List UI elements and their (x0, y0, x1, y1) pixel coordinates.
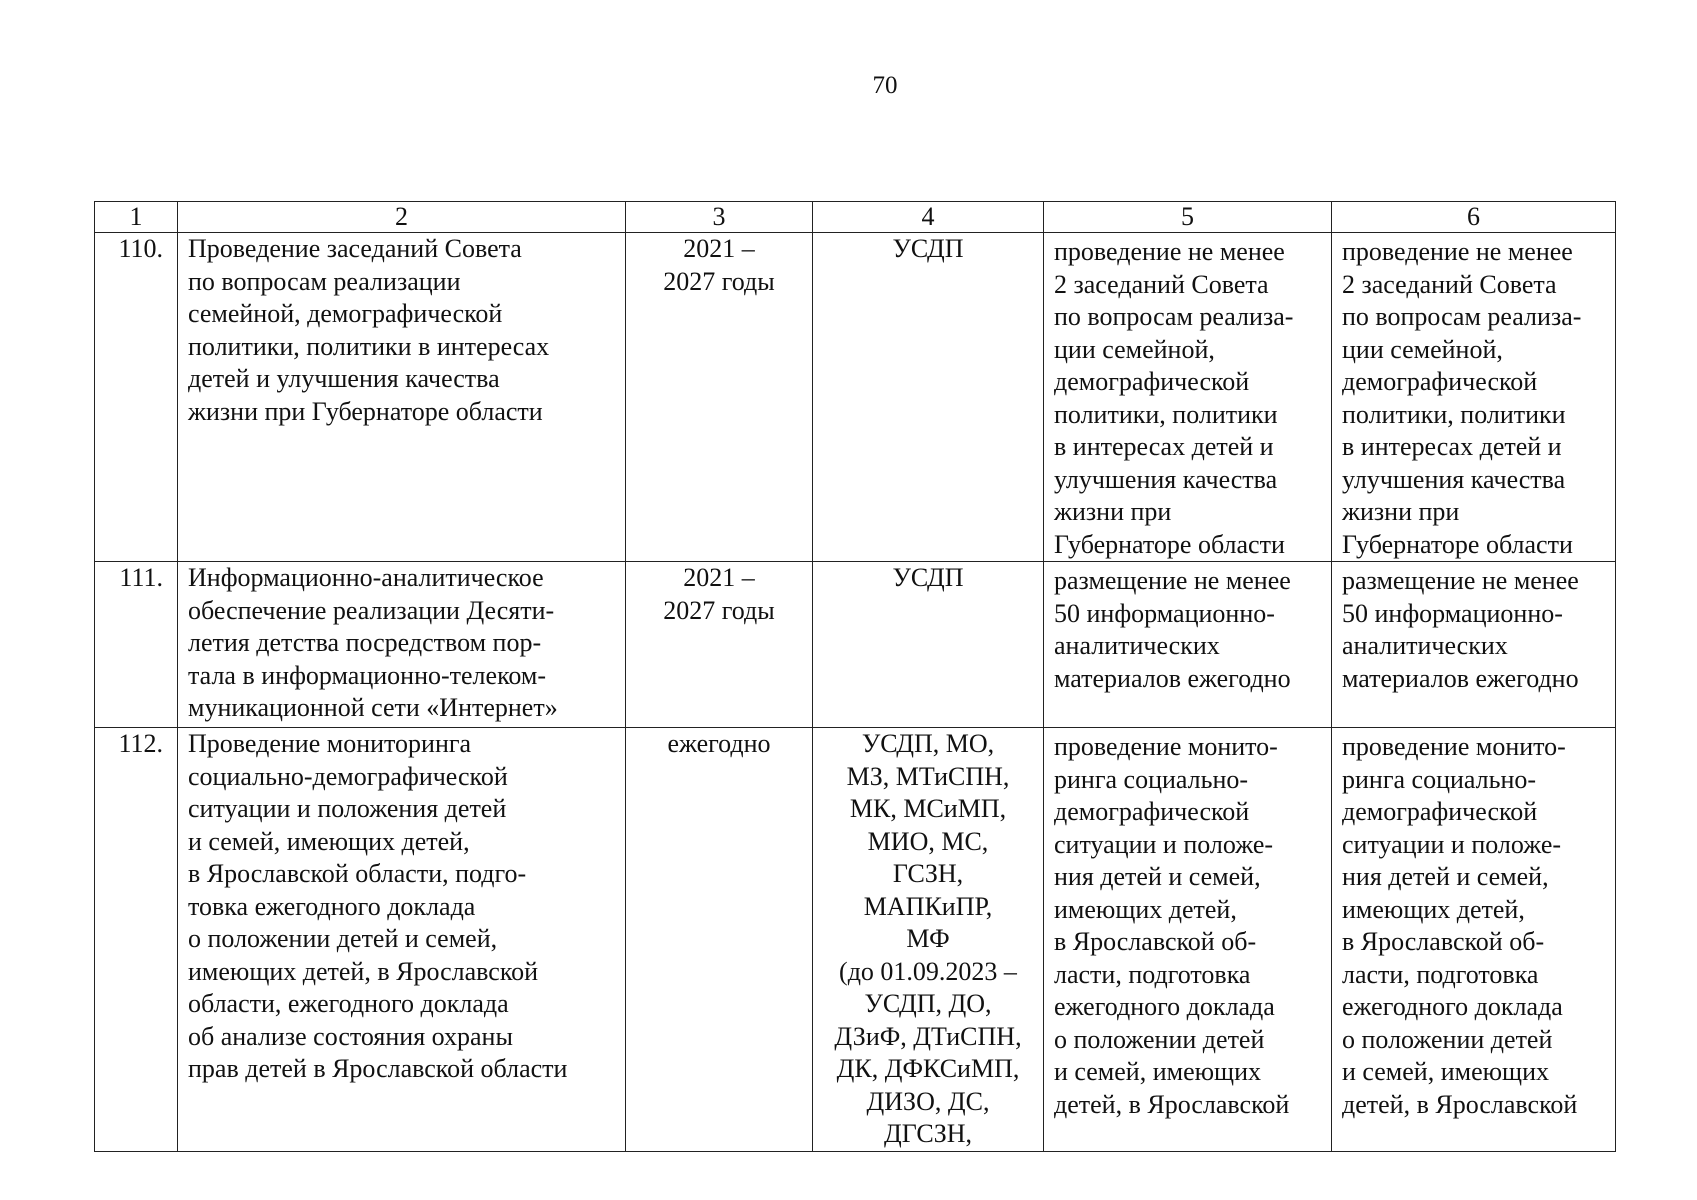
result-line: политики, политики (1342, 399, 1566, 429)
header-cell: 2 (178, 202, 626, 233)
result-line: жизни при (1342, 497, 1460, 526)
result-line: проведение не менее (1342, 237, 1573, 266)
executor-line: ДИЗО, ДС, (866, 1086, 990, 1116)
header-cell: 1 (95, 202, 178, 233)
executor-line: МАПКиПР, (863, 891, 993, 921)
event-line: летия детства посредством пор- (188, 628, 542, 657)
event-cell (178, 728, 626, 1152)
result-cell-5 (1044, 562, 1332, 728)
executor-line: МЗ, МТиСПН, (846, 761, 1010, 791)
result-line: Губернаторе области (1054, 529, 1285, 559)
row-number: 111. (95, 562, 178, 728)
header-cell: 5 (1044, 202, 1332, 233)
result-line: по вопросам реализа- (1342, 302, 1582, 331)
header-cell: 4 (813, 202, 1044, 233)
result-line: 2 заседаний Совета (1342, 269, 1557, 299)
row-number: 110. (95, 233, 178, 562)
table-row (95, 233, 1616, 562)
event-cell (178, 562, 626, 728)
event-line: Информационно-аналитическое (188, 563, 544, 592)
result-line: ринга социально- (1054, 764, 1249, 794)
result-line: 2 заседаний Совета (1054, 269, 1269, 299)
table-row (95, 728, 1616, 1152)
result-line: ситуации и положе- (1342, 829, 1562, 859)
executor-line: ДГСЗН, (883, 1119, 973, 1148)
event-line: товка ежегодного доклада (188, 891, 476, 921)
event-line: тала в информационно-телеком- (188, 660, 546, 690)
result-line: в Ярославской об- (1342, 927, 1545, 956)
result-line: и семей, имеющих (1342, 1057, 1549, 1086)
result-line: проведение монито- (1054, 732, 1278, 761)
event-line: об анализе состояния охраны (188, 1021, 513, 1051)
result-line: ции семейной, (1054, 334, 1215, 364)
event-line: Проведение заседаний Совета (188, 234, 522, 263)
event-line: в Ярославской области, подго- (188, 859, 527, 888)
result-line: жизни при (1054, 497, 1172, 526)
result-line: Губернаторе области (1342, 529, 1573, 559)
result-line: ситуации и положе- (1054, 829, 1274, 859)
executor-line: МИО, МС, (867, 826, 989, 856)
event-line: имеющих детей, в Ярославской (188, 956, 539, 986)
result-line: аналитических (1054, 631, 1220, 660)
event-line: муникационной сети «Интернет» (188, 693, 558, 722)
result-line: по вопросам реализа- (1054, 302, 1294, 331)
result-line: размещение не менее (1342, 566, 1579, 595)
result-line: о положении детей (1342, 1024, 1553, 1054)
executors-cell (813, 233, 1044, 562)
period-line: 2027 годы (663, 266, 775, 296)
period-cell (626, 728, 813, 1152)
result-line: демографической (1054, 797, 1250, 826)
event-line: и семей, имеющих детей, (188, 826, 470, 856)
result-line: детей, в Ярославской (1054, 1089, 1290, 1119)
event-line: Проведение мониторинга (188, 729, 472, 758)
result-line: ринга социально- (1342, 764, 1537, 794)
result-line: имеющих детей, (1054, 894, 1237, 924)
event-line: жизни при Губернаторе области (188, 396, 543, 426)
period-line: 2021 – (683, 234, 755, 263)
executor-line: ДК, ДФКСиМП, (836, 1054, 1020, 1083)
result-line: проведение монито- (1342, 732, 1566, 761)
result-line: улучшения качества (1342, 464, 1566, 494)
executor-line: МК, МСиМП, (849, 794, 1007, 823)
period-cell (626, 233, 813, 562)
result-cell-5 (1044, 233, 1332, 562)
result-line: аналитических (1342, 631, 1508, 660)
period-line: 2027 годы (663, 595, 775, 625)
executor-line: (до 01.09.2023 – (839, 956, 1017, 986)
result-line: материалов ежегодно (1342, 663, 1579, 693)
result-line: размещение не менее (1054, 566, 1291, 595)
result-line: улучшения качества (1054, 464, 1278, 494)
result-line: имеющих детей, (1342, 894, 1525, 924)
executor-line: УСДП (892, 234, 964, 263)
period-cell (626, 562, 813, 728)
result-cell-6 (1332, 728, 1616, 1152)
row-number: 112. (95, 728, 178, 1152)
result-line: ния детей и семей, (1342, 862, 1549, 891)
event-line: политики, политики в интересах (188, 331, 550, 361)
result-line: детей, в Ярославской (1342, 1089, 1578, 1119)
table-row (95, 562, 1616, 728)
result-line: материалов ежегодно (1054, 663, 1291, 693)
result-line: ежегодного доклада (1054, 992, 1275, 1021)
result-line: 50 информационно- (1342, 598, 1563, 628)
table-header-row (95, 202, 1616, 233)
executor-line: ДЗиФ, ДТиСПН, (834, 1021, 1022, 1051)
result-line: проведение не менее (1054, 237, 1285, 266)
event-line: области, ежегодного доклада (188, 989, 509, 1018)
result-line: демографической (1342, 367, 1538, 396)
result-line: в Ярославской об- (1054, 927, 1257, 956)
page-number: 70 (872, 72, 898, 99)
result-line: и семей, имеющих (1054, 1057, 1261, 1086)
executor-line: МФ (906, 924, 950, 953)
result-cell-6 (1332, 562, 1616, 728)
result-line: в интересах детей и (1054, 432, 1274, 461)
result-line: 50 информационно- (1054, 598, 1275, 628)
result-line: политики, политики (1054, 399, 1278, 429)
event-line: детей и улучшения качества (188, 364, 500, 393)
executor-line: УСДП, ДО, (864, 989, 992, 1018)
result-line: ции семейной, (1342, 334, 1503, 364)
result-line: в интересах детей и (1342, 432, 1562, 461)
executor-line: ГСЗН, (892, 859, 964, 888)
event-line: обеспечение реализации Десяти- (188, 595, 555, 625)
header-cell: 6 (1332, 202, 1616, 233)
event-line: прав детей в Ярославской области (188, 1054, 568, 1083)
executors-cell (813, 562, 1044, 728)
result-line: ния детей и семей, (1054, 862, 1261, 891)
result-line: ежегодного доклада (1342, 992, 1563, 1021)
result-line: демографической (1054, 367, 1250, 396)
event-line: семейной, демографической (188, 299, 503, 328)
result-line: о положении детей (1054, 1024, 1265, 1054)
header-cell: 3 (626, 202, 813, 233)
event-line: социально-демографической (188, 761, 508, 791)
period-line: ежегодно (667, 729, 771, 758)
result-line: демографической (1342, 797, 1538, 826)
result-cell-5 (1044, 728, 1332, 1152)
result-line: ласти, подготовка (1054, 959, 1251, 989)
executor-line: УСДП, МО, (861, 729, 995, 758)
result-line: ласти, подготовка (1342, 959, 1539, 989)
event-line: ситуации и положения детей (188, 794, 507, 823)
event-line: о положении детей и семей, (188, 924, 498, 953)
executors-cell (813, 728, 1044, 1152)
result-cell-6 (1332, 233, 1616, 562)
executor-line: УСДП (892, 563, 964, 592)
event-line: по вопросам реализации (188, 266, 461, 296)
measures-table (94, 201, 1616, 1152)
event-cell (178, 233, 626, 562)
period-line: 2021 – (683, 563, 755, 592)
